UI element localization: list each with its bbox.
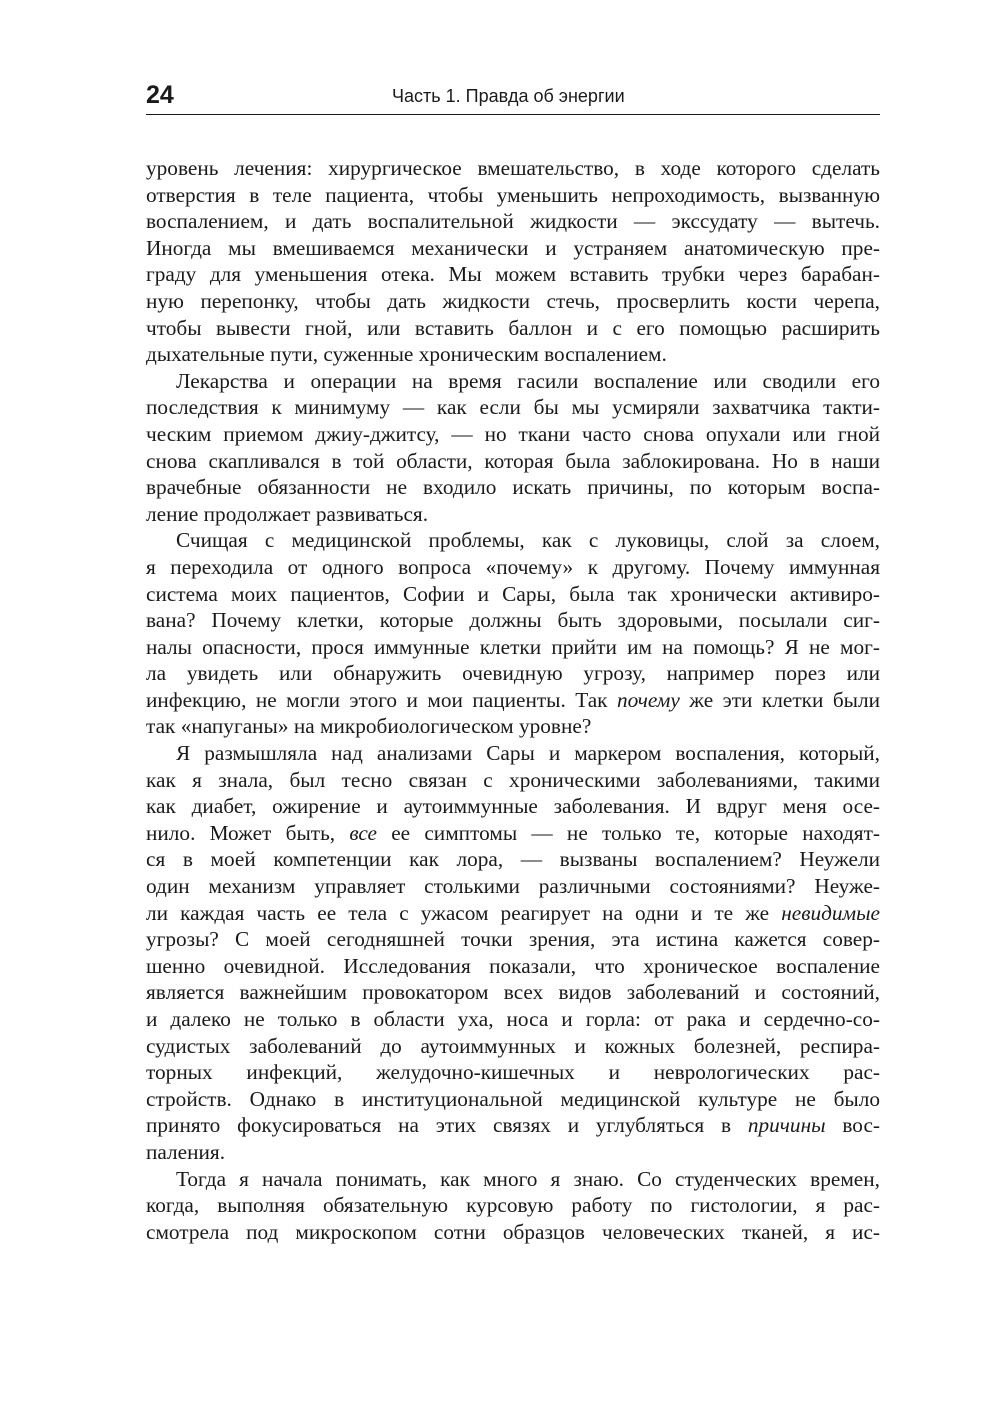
paragraph-4 — [146, 740, 880, 1166]
body-text — [146, 155, 880, 1245]
text-line: снова скапливался в той области, которая была заблокирована. Но в наши — [146, 448, 880, 473]
text-line: ческим приемом джиу-джитсу, — но ткани часто снова опухали или гной — [146, 421, 880, 446]
text-line: уровень лечения: хирургическое вмешательство, в ходе которого сделать — [146, 156, 880, 180]
text-line — [146, 820, 880, 847]
paragraph-3 — [146, 527, 880, 740]
text-line — [146, 1112, 880, 1139]
text-run: ли каждая часть ее тела с ужасом реагирует на одни и те же — [146, 900, 782, 925]
text-run: принято фокусироваться на этих связях и углубляться в — [146, 1113, 748, 1138]
text-line: так «напуганы» на микробиологическом уровне? — [146, 714, 592, 739]
emphasis: невидимые — [781, 900, 880, 925]
text-line — [146, 900, 880, 927]
text-line: вана? Почему клетки, которые должны быть здоровыми, посылали сиг- — [146, 608, 880, 633]
text-line: один механизм управляет столькими различными состояниями? Неуже- — [146, 874, 880, 899]
text-line: ла увидеть или обнаружить очевидную угрозу, например порез или — [146, 661, 880, 686]
text-line: ление продолжает развиваться. — [146, 501, 429, 526]
text-run: инфекцию, не могли этого и мои пациенты. Так — [146, 687, 617, 712]
page-number: 24 — [146, 81, 174, 109]
text-line: ную перепонку, чтобы дать жидкости стечь, просверлить кости черепа, — [146, 288, 880, 313]
text-line: граду для уменьшения отека. Мы можем вставить трубки через барабан- — [146, 262, 880, 287]
text-line: стройств. Однако в институциональной медицинской культуре не было — [146, 1086, 880, 1111]
text-line: Иногда мы вмешиваемся механически и устраняем анатомическую пре- — [146, 235, 880, 260]
text-line: как диабет, ожирение и аутоиммунные заболевания. И вдруг меня осе- — [146, 794, 880, 819]
emphasis: почему — [616, 687, 680, 712]
paragraph-5 — [146, 1166, 880, 1246]
text-line: Счищая с медицинской проблемы, как с луковицы, слой за слоем, — [176, 528, 880, 553]
emphasis: все — [349, 820, 377, 845]
text-line: система моих пациентов, Софии и Сары, была так хронически активиро- — [146, 581, 880, 606]
text-run: ее симптомы — не только те, которые находят- — [376, 820, 880, 845]
text-line: паления. — [146, 1139, 226, 1164]
text-line: и далеко не только в области уха, носа и горла: от рака и сердечно-со- — [146, 1007, 880, 1031]
text-run: вос- — [825, 1113, 880, 1138]
text-line: чтобы вывести гной, или вставить баллон и с его помощью расширить — [146, 315, 880, 340]
text-line: отверстия в теле пациента, чтобы уменьшить непроходимость, вызванную — [146, 182, 880, 207]
running-title: Часть 1. Правда об энергии — [392, 86, 625, 106]
text-line: как я знала, был тесно связан с хроническими заболеваниями, такими — [146, 767, 880, 792]
emphasis: причины — [747, 1113, 826, 1138]
text-line: торных инфекций, желудочно-кишечных и неврологических рас- — [146, 1060, 880, 1085]
paragraph-1 — [146, 155, 880, 368]
text-run: же эти клетки были — [679, 687, 880, 712]
paragraph-2 — [146, 368, 880, 528]
text-line: налы опасности, прося иммунные клетки прийти им на помощь? Я не мог- — [146, 634, 880, 659]
text-line: угрозы? С моей сегодняшней точки зрения, эта истина кажется совер- — [146, 927, 880, 952]
text-line: Лекарства и операции на время гасили воспаление или сводили его — [176, 368, 880, 393]
header-rule — [146, 114, 880, 115]
text-line: смотрела под микроскопом сотни образцов человеческих тканей, я ис- — [146, 1219, 880, 1244]
text-line: когда, выполняя обязательную курсовую работу по гистологии, я рас- — [146, 1193, 880, 1218]
text-run: нило. Может быть, — [146, 820, 350, 845]
text-line: воспалением, и дать воспалительной жидкости — экссудату — вытечь. — [146, 209, 880, 234]
running-head — [146, 78, 880, 114]
text-line — [146, 687, 880, 714]
text-line: ся в моей компетенции как лора, — вызваны воспалением? Неужели — [146, 847, 880, 872]
text-line: дыхательные пути, суженные хроническим воспалением. — [146, 342, 667, 367]
text-line: Я размышляла над анализами Сары и маркером воспаления, который, — [176, 741, 880, 766]
text-line: судистых заболеваний до аутоиммунных и кожных болезней, респира- — [146, 1033, 880, 1058]
text-line: я переходила от одного вопроса «почему» к другому. Почему иммунная — [146, 554, 880, 579]
text-line: является важнейшим провокатором всех видов заболеваний и состояний, — [146, 980, 880, 1005]
text-line: последствия к минимуму — как если бы мы усмиряли захватчика такти- — [146, 395, 880, 420]
text-line: врачебные обязанности не входило искать причины, по которым воспа- — [146, 475, 880, 500]
text-line: шенно очевидной. Исследования показали, что хроническое воспаление — [146, 953, 880, 978]
text-line: Тогда я начала понимать, как много я знаю. Со студенческих времен, — [176, 1166, 880, 1191]
